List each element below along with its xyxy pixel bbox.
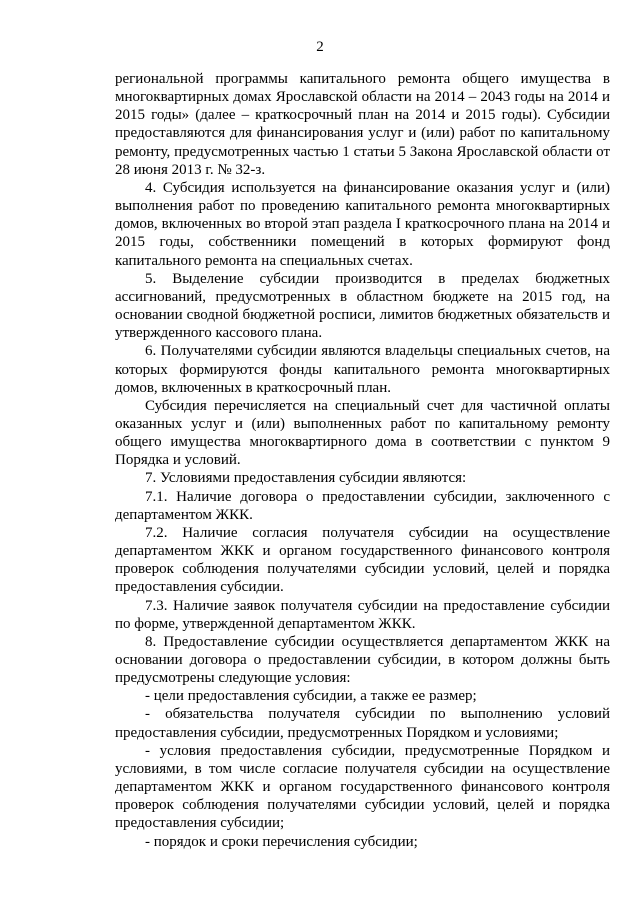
list-item-obligations: - обязательства получателя субсидии по выполнению условий предоставления субсидии, предусмотренных Порядком и условиями; [115,706,610,741]
paragraph-item-7: 7. Условиями предоставления субсидии являются: [145,470,467,487]
paragraph-item-7-2: 7.2. Наличие согласия получателя субсидии на осуществление департаментом ЖКК и органом государственного финансового контроля проверок соблюдения получателями субсидии условий, целей и порядка предоставления субсидии. [115,524,610,596]
paragraph-item-5: 5. Выделение субсидии производится в пределах бюджетных ассигнований, предусмотренных в областном бюджете на 2015 год, на основании сводной бюджетной росписи, лимитов бюджетных обязательств и утвержденного кассового плана. [115,270,610,342]
paragraph-item-8: 8. Предоставление субсидии осуществляется департаментом ЖКК на основании договора о предоставлении субсидии, в котором должны быть предусмотрены следующие условия: [115,633,610,687]
page-number: 2 [316,39,324,55]
paragraph-intro-continuation: региональной программы капитального ремонта общего имущества в многоквартирных домах Ярославской области на 2014 – 2043 годы на 2014 и 2015 годы» (далее – краткосрочный план на 2014 и 2015 годы). Субсидии предоставляются для финансирования услуг и (или) работ по капитальному ремонту, предусмотренных частью 1 статьи 5 Закона Ярославской области от 28 июня 2013 г. № 32-з. [115,71,610,178]
list-item-conditions: - условия предоставления субсидии, предусмотренные Порядком и условиями, в том числе согласие получателя субсидии на осуществление департаментом ЖКК и органом государственного финансового контроля проверок соблюдения получателями субсидии условий, целей и порядка предоставления субсидии; [115,742,610,832]
paragraph-item-7-1: 7.1. Наличие договора о предоставлении субсидии, заключенного с департаментом ЖКК. [115,488,610,523]
list-item-goals: - цели предоставления субсидии, а также ее размер; [145,688,477,705]
document-body [115,70,610,851]
paragraph-item-7-3: 7.3. Наличие заявок получателя субсидии на предоставление субсидии по форме, утвержденной департаментом ЖКК. [115,597,610,632]
list-item-transfer-terms: - порядок и сроки перечисления субсидии; [145,833,418,850]
paragraph-item-6: 6. Получателями субсидии являются владельцы специальных счетов, на которых формируются фонды капитального ремонта многоквартирных домов, включенных в краткосрочный план. [115,343,610,396]
paragraph-subsidy-transfer: Субсидия перечисляется на специальный счет для частичной оплаты оказанных услуг и (или) выполненных работ по капитальному ремонту общего имущества многоквартирного дома в соответствии с пунктом 9 Порядка и условий. [115,397,610,469]
paragraph-item-4: 4. Субсидия используется на финансирование оказания услуг и (или) выполнения работ по проведению капитального ремонта многоквартирных домов, включенных во второй этап раздела I краткосрочного плана на 2014 и 2015 годы, собственники помещений в которых формируют фонд капитального ремонта на специальных счетах. [115,179,610,269]
